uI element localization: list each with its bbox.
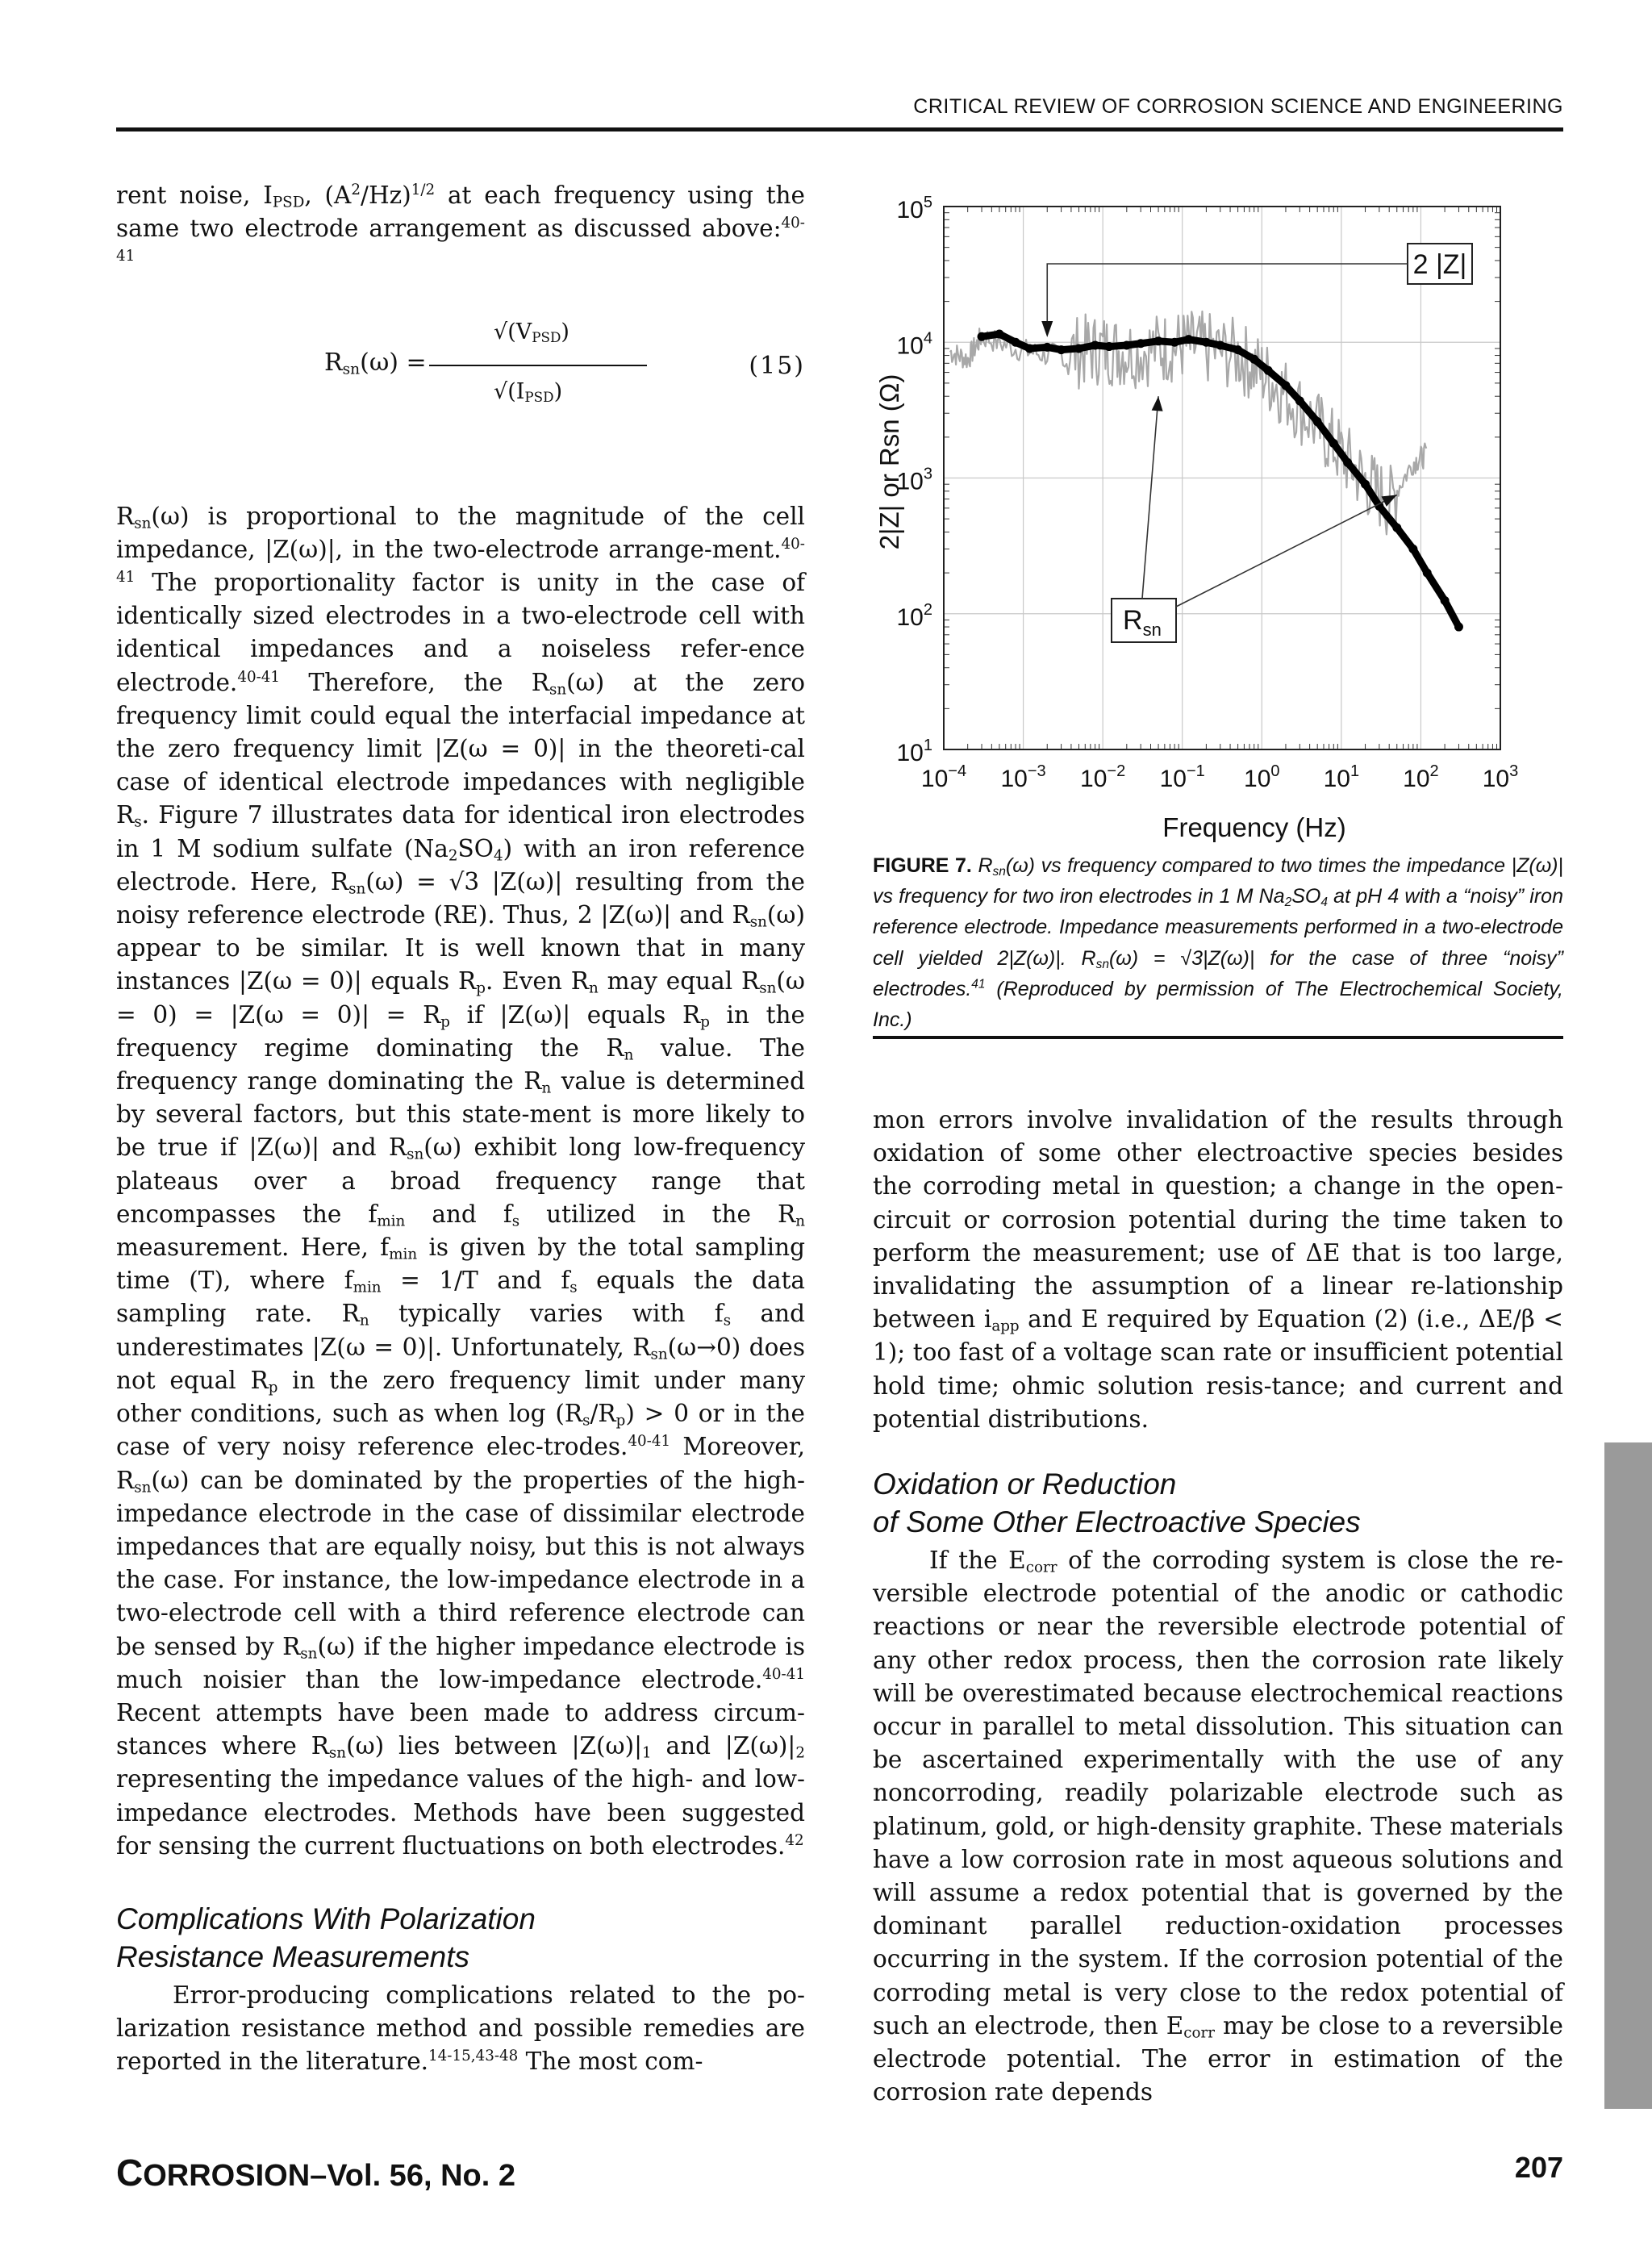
two-z-data-point: [1216, 340, 1224, 349]
two-z-data-point: [1343, 458, 1352, 467]
two-z-data-point: [1408, 545, 1417, 553]
two-z-data-point: [1392, 524, 1401, 532]
equation-fraction: [429, 310, 647, 431]
right-column: [873, 1104, 1563, 2109]
two-z-data-point: [1104, 342, 1113, 351]
two-z-data-point: [1122, 340, 1131, 349]
two-z-data-point: [1057, 345, 1066, 354]
equation-number: (15): [749, 351, 805, 380]
equation-15: [116, 307, 805, 468]
x-tick-label: $10^{-2}$: [1080, 762, 1126, 792]
y-tick-label: $10^5$: [896, 194, 932, 223]
x-tick-label: $10^0$: [1244, 762, 1280, 792]
figure-7-chart: [871, 181, 1565, 850]
two-z-data-point: [1264, 366, 1273, 375]
two-z-data-point: [1074, 344, 1083, 353]
left-paragraph-1: rent noise, $I_{PSD}$, $(A^2/Hz)^{1/2}$ at each frequency using the same two electrode arrangement as discussed above:$^{40-41}$: [116, 182, 806, 265]
two-z-data-point: [1025, 344, 1034, 353]
x-tick-label: $10^{-1}$: [1159, 762, 1205, 792]
two-z-data-point: [1012, 338, 1020, 347]
two-z-data-point: [1154, 336, 1163, 345]
left-column: [116, 179, 805, 2079]
header-rule: [116, 127, 1563, 132]
two-z-data-point: [1281, 381, 1290, 390]
page-number: 207: [1514, 2151, 1563, 2184]
two-z-data-point: [1313, 417, 1322, 426]
fraction-bar: [429, 365, 647, 366]
y-tick-label: $10^4$: [896, 329, 932, 360]
two-z-data-point: [1202, 338, 1211, 347]
y-tick-label: $10^1$: [896, 737, 932, 766]
section-heading-oxidation: Oxidation or Reduction of Some Other Electroactive Species: [873, 1467, 1361, 1539]
two-z-data-point: [1137, 339, 1145, 348]
figure-7: [871, 181, 1565, 850]
side-thumb-tab: [1604, 1442, 1652, 2109]
x-tick-label: $10^1$: [1323, 762, 1360, 792]
equation-numerator: $√(V_{PSD})$: [494, 319, 569, 345]
annotation-leader-2z: [1047, 264, 1408, 324]
right-paragraph-2: If the $E_{corr}$ of the corroding system is close the re-versible electrode potential of the anodic or cathodic reactions or near the reversible electrode potential of any other redox process, then the corrosion rate likely will be overestimated because electrochemical reactions occur in parallel to metal dissolution. This situation can be ascertained experimentally with the use of any noncorroding, readily polarizable electrode such as platinum, gold, or high-density graphite. These materials have a low corrosion rate in most aqueous solutions and will assume a redox potential that is governed by the dominant parallel reduction-oxidation processes occurring in the system. If the corrosion potential of the corroding metal is very close to the redox potential of such an electrode, then $E_{corr}$ may be close to a reversible electrode potential. The error in estimation of the corrosion rate depends: [873, 1547, 1563, 2106]
caption-rule: [873, 1036, 1563, 1039]
equation-lhs: $R_{sn}(\omega)$ =: [324, 348, 427, 378]
two-z-data-point: [1091, 340, 1099, 349]
two-z-data-point: [978, 332, 987, 341]
annotation-leader-rsn: [1176, 495, 1397, 607]
two-z-series-line: [982, 334, 1458, 627]
x-tick-label: $10^2$: [1403, 762, 1439, 792]
two-z-data-point: [1454, 623, 1463, 632]
annotation-label-2z: 2 |Z|: [1412, 249, 1467, 280]
two-z-data-point: [1295, 396, 1304, 405]
left-paragraph-3: Error-producing complications related to the po-larization resistance method and possible remedies are reported in the literature.$^{14-15,43-48}$ The most com-: [116, 1981, 805, 2076]
right-paragraph-1: mon errors involve invalidation of the results through oxidation of some other electroactive species besides the corroding metal in question; a change in the open-circuit or corrosion potential during the time taken to perform the measurement; use of ΔE that is too large, invalidating the assumption of a linear re-lationship between $i_{app}$ and E required by Equation (2) (i.e., ΔE/β < 1); too fast of a voltage scan rate or insufficient potential hold time; ohmic solution resis-tance; and current and potential distributions.: [873, 1106, 1563, 1433]
annotation-arrowhead-2z: [1041, 321, 1053, 337]
x-tick-label: $10^3$: [1482, 762, 1519, 792]
section-heading-complications: Complications With Polarization Resistance Measurements: [116, 1902, 536, 1973]
left-paragraph-2: $R_{sn}(\omega)$ is proportional to the magnitude of the cell impedance, |Z(ω)|, in the two-electrode arrange-ment.$^{40-41}$ The proportionality factor is unity in the case of identically sized electrodes in a two-electrode cell with identical impedances and a noiseless refer-ence electrode.$^{40-41}$ Therefore, the $R_{sn}(\omega)$ at the zero frequency limit could equal the interfacial impedance at the zero frequency limit |Z(ω = 0)| in the theoreti-cal case of identical electrode impedances with negligible $R_s$. Figure 7 illustrates data for identical iron electrodes in 1 M sodium sulfate $(Na_2SO_4)$ with an iron reference electrode. Here, $R_{sn}(\omega) = √3$ |Z(ω)| resulting from the noisy reference electrode (RE). Thus, 2 |Z(ω)| and $R_{sn}(\omega)$ appear to be similar. It is well known that in many instances |Z(ω = 0)| equals $R_p$. Even $R_n$ may equal $R_{sn}(\omega = 0) = |Z(\omega = 0)| = R_p$ if |Z(ω)| equals $R_p$ in the frequency regime dominating the $R_n$ value. The frequency range dominating the $R_n$ value is determined by several factors, but this state-ment is more likely to be true if |Z(ω)| and $R_{sn}(\omega)$ exhibit long low-frequency plateaus over a broad frequency range that encompasses the $f_{min}$ and $f_s$ utilized in the $R_n$ measurement. Here, $f_{min}$ is given by the total sampling time (T), where $f_{min} = 1/T$ and $f_s$ equals the data sampling rate. $R_n$ typically varies with $f_s$ and underestimates |Z(ω = 0)|. Unfortunately, $R_{sn}(\omega\to 0)$ does not equal $R_p$ in the zero frequency limit under many other conditions, such as when $\log (R_s/R_p) > 0$ or in the case of very noisy reference elec-trodes.$^{40-41}$ Moreover, $R_{sn}(\omega)$ can be dominated by the properties of the high-impedance electrode in the case of dissimilar electrode impedances that are equally noisy, but this is not always the case. For instance, the low-impedance electrode in a two-electrode cell with a third reference electrode can be sensed by $R_{sn}(\omega)$ if the higher impedance electrode is much noisier than the low-impedance electrode.$^{40-41}$ Recent attempts have been made to address circum-stances where $R_{sn}(\omega)$ lies between $|Z(\omega)|_1$ and $|Z(\omega)|_2$ representing the impedance values of the high- and low-impedance electrodes. Methods have been suggested for sensing the current fluctuations on both electrodes.$^{42}$: [116, 502, 806, 1860]
annotation-arrowhead-rsn: [1152, 396, 1163, 411]
journal-footer: CORROSION–Vol. 56, No. 2: [116, 2152, 515, 2194]
two-z-data-point: [1249, 355, 1258, 364]
figure-7-caption: FIGURE 7. $R_{sn}(\omega)$ vs frequency compared to two times the impedance |Z(ω)| vs frequency for two iron electrodes in 1 M $Na_2SO_4$ at pH 4 with a “noisy” iron reference electrode. Impedance measurements performed in a two-electrode cell yielded 2|Z(ω)|. $R_{sn}(\omega) = √3|Z(\omega)|$ for the case of three “noisy” electrodes.$^{41}$ (Reproduced by permission of The Electrochemical Society, Inc.): [873, 854, 1564, 1032]
two-z-data-point: [1184, 335, 1193, 344]
y-tick-label: $10^3$: [896, 465, 932, 495]
two-z-data-point: [995, 330, 1003, 339]
x-axis-label: Frequency (Hz): [1162, 812, 1346, 842]
x-tick-label: $10^{-3}$: [1000, 762, 1046, 792]
equation-denominator: $√(I_{PSD})$: [494, 378, 563, 405]
two-z-data-point: [1329, 439, 1338, 448]
y-tick-label: $10^2$: [896, 600, 932, 631]
annotation-label-rsn: $R_{sn}$: [1123, 605, 1162, 640]
y-axis-label: 2|Z| or Rsn (Ω): [874, 374, 904, 550]
two-z-data-point: [1043, 343, 1052, 352]
two-z-data-point: [1233, 345, 1242, 354]
annotation-leader-rsn: [1142, 396, 1158, 599]
x-tick-label: $10^{-4}$: [920, 762, 967, 792]
two-z-data-point: [1170, 338, 1179, 347]
two-z-data-point: [1423, 569, 1432, 578]
two-z-data-point: [1375, 502, 1383, 511]
running-head: CRITICAL REVIEW OF CORROSION SCIENCE AND ENGINEERING: [913, 95, 1563, 118]
two-z-data-point: [1441, 596, 1450, 605]
two-z-data-point: [1361, 480, 1370, 489]
